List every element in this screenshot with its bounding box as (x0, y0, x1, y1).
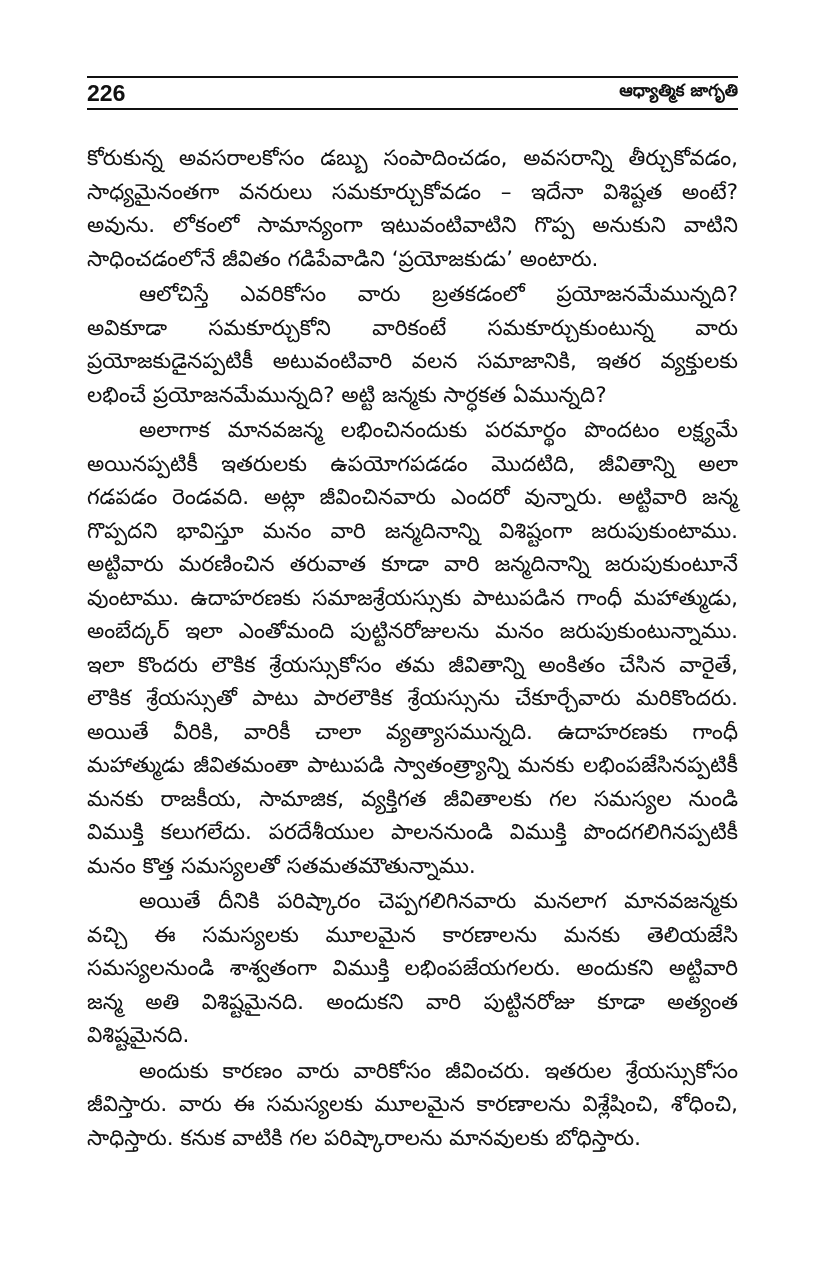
text-line: లౌకిక శ్రేయస్సుతో పాటు పారలౌకిక శ్రేయస్సును చేకూర్చేవారు మరికొందరు. (87, 686, 738, 711)
text-line: విముక్తి కలుగలేదు. పరదేశీయుల పాలననుండి విముక్తి పొందగలిగినప్పటికీ (87, 820, 738, 845)
text-line: అయితే దీనికి పరిష్కారం చెప్పగలిగినవారు మనలాగ మానవజన్మకు (139, 889, 738, 914)
text-line: ప్రయోజకుడైనప్పటికీ అటువంటివారి వలన సమాజానికి, ఇతర వ్యక్తులకు (87, 349, 738, 374)
running-title: ఆధ్యాత్మిక జాగృతి (619, 81, 738, 101)
text-line: ఇలా కొందరు లౌకిక శ్రేయస్సుకోసం తమ జీవితాన్ని అంకితం చేసిన వారైతే, (87, 652, 738, 678)
text-line: అందుకు కారణం వారు వారికోసం జీవించరు. ఇతరుల శ్రేయస్సుకోసం (139, 1058, 738, 1084)
body-text (87, 142, 738, 1157)
text-line: అట్టివారు మరణించిన తరువాత కూడా వారి జన్మదినాన్ని జరుపుకుంటూనే (87, 552, 738, 577)
text-line: గొప్పదని భావిస్తూ మనం వారి జన్మదినాన్ని విశిష్టంగా జరుపుకుంటాము. (87, 518, 738, 544)
text-line: మహాత్ముడు జీవితమంతా పాటుపడి స్వాతంత్ర్యాన్ని మనకు లభింపజేసినప్పటికీ (87, 753, 738, 778)
text-line: అవికూడా సమకూర్చుకోని వారికంటే సమకూర్చుకుంటున్న వారు (87, 315, 738, 341)
paragraph (87, 278, 738, 412)
text-line: మనం కొత్త సమస్యలతో సతమతమౌతున్నాము. (87, 853, 476, 879)
text-line: సమస్యలనుండి శాశ్వతంగా విముక్తి లభింపజేయగలరు. అందుకని అట్టివారి (87, 956, 738, 981)
text-line: వుంటాము. ఉదాహరణకు సమాజశ్రేయస్సుకు పాటుపడిన గాంధీ మహాత్ముడు, (87, 585, 738, 611)
text-line: కోరుకున్న అవసరాలకోసం డబ్బు సంపాదించడం, అవసరాన్ని తీర్చుకోవడం, (87, 146, 738, 171)
page-header (87, 76, 738, 110)
page-number: 226 (87, 79, 126, 106)
text-line: సాధిస్తారు. కనుక వాటికి గల పరిష్కారాలను మానవులకు బోధిస్తారు. (87, 1125, 641, 1151)
text-line: అయితే వీరికి, వారికీ చాలా వ్యత్యాసమున్నది. ఉదాహరణకు గాంధీ (87, 719, 738, 745)
text-line: అవును. లోకంలో సామాన్యంగా ఇటువంటివాటిని గొప్ప అనుకుని వాటిని (87, 213, 738, 238)
paragraph (87, 1055, 738, 1156)
text-line: గడపడం రెండవది. అట్లా జీవించినవారు ఎందరో వున్నారు. అట్టివారి జన్మ (87, 485, 738, 510)
text-line: సాధ్యమైనంతగా వనరులు సమకూర్చుకోవడం – ఇదేనా విశిష్టత అంటే? (87, 179, 738, 205)
text-line: జన్మ అతి విశిష్టమైనది. అందుకని వారి పుట్టినరోజు కూడా అత్యంత (87, 989, 738, 1015)
text-line: ఆలోచిస్తే ఎవరికోసం వారు బ్రతకడంలో ప్రయోజనమేమున్నది? (139, 282, 738, 307)
text-line: అయినప్పటికీ ఇతరులకు ఉపయోగపడడం మొదటిది, జీవితాన్ని అలా (87, 451, 738, 477)
paragraph (87, 414, 738, 883)
paragraph (87, 885, 738, 1053)
text-line: అలాగాక మానవజన్మ లభించినందుకు పరమార్థం పొందటం లక్ష్యమే (139, 418, 738, 443)
paragraph (87, 142, 738, 276)
text-line: వచ్చి ఈ సమస్యలకు మూలమైన కారణాలను మనకు తెలియజేసి (87, 922, 738, 948)
text-line: సాధించడంలోనే జీవితం గడిపేవాడిని ‘ప్రయోజకుడు’ అంటారు. (87, 246, 599, 272)
text-line: విశిష్టమైనది. (87, 1023, 190, 1048)
text-line: మనకు రాజకీయ, సామాజిక, వ్యక్తిగత జీవితాలకు గల సమస్యల నుండి (87, 786, 738, 812)
text-line: అంబేద్కర్ ఇలా ఎంతోమంది పుట్టినరోజులను మనం జరుపుకుంటున్నాము. (87, 619, 738, 644)
text-line: లభించే ప్రయోజనమేమున్నది? అట్టి జన్మకు సార్ధకత ఏమున్నది? (87, 382, 607, 408)
text-line: జీవిస్తారు. వారు ఈ సమస్యలకు మూలమైన కారణాలను విశ్లేషించి, శోధించి, (87, 1092, 738, 1117)
